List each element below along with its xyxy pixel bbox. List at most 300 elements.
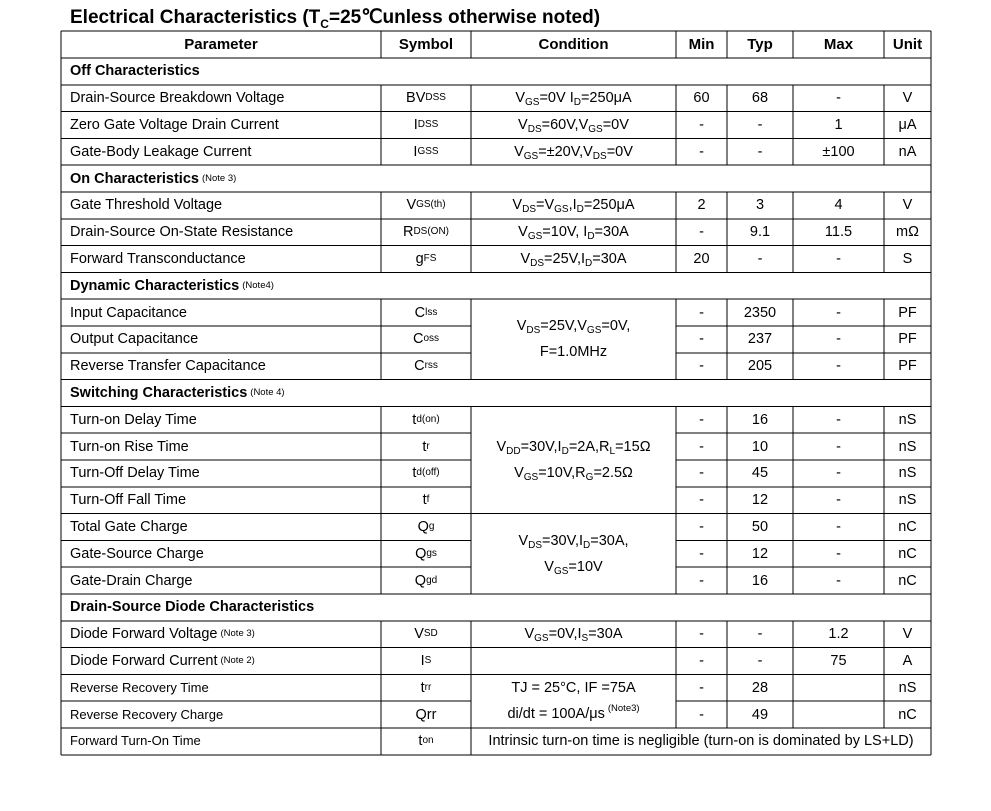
condition-cell xyxy=(471,192,676,219)
typ-value: - xyxy=(757,626,763,643)
min-cell xyxy=(676,138,727,165)
typ-cell xyxy=(727,138,793,165)
unit-cell xyxy=(884,674,931,701)
min-value: - xyxy=(699,572,704,589)
typ-value: - xyxy=(757,250,763,267)
text-fragment: V xyxy=(518,532,529,549)
max-cell xyxy=(793,648,884,675)
parameter-name: Gate-Source Charge xyxy=(70,545,204,562)
typ-cell xyxy=(727,299,793,326)
unit-value: nA xyxy=(898,143,917,160)
condition-cell xyxy=(471,406,676,513)
max-cell xyxy=(793,540,884,567)
symbol-cell: I S xyxy=(420,652,432,669)
max-cell xyxy=(793,326,884,353)
section-heading: Switching Characteristics (Note 4) xyxy=(70,384,285,401)
page-title xyxy=(70,6,600,31)
param-cell xyxy=(61,192,381,219)
min-value: - xyxy=(699,438,704,455)
unit-value: nC xyxy=(898,572,917,589)
max-cell xyxy=(793,85,884,112)
unit-cell xyxy=(884,112,931,139)
typ-value: 12 xyxy=(751,492,769,509)
symbol-cell: C rss xyxy=(414,358,438,375)
typ-value: 49 xyxy=(751,706,769,723)
typ-cell xyxy=(727,219,793,246)
text-fragment: =0V I xyxy=(539,90,574,107)
text-fragment: DS xyxy=(528,539,543,551)
column-header-symbol xyxy=(381,31,471,58)
parameter-name: Turn-on Rise Time xyxy=(70,438,189,455)
text-fragment: V xyxy=(496,438,507,455)
text-fragment: =30V,I xyxy=(520,438,562,455)
text-fragment: F=1.0MHz xyxy=(539,344,608,361)
text-fragment: t xyxy=(422,492,427,509)
max-cell xyxy=(793,138,884,165)
text-fragment: t xyxy=(420,679,425,696)
unit-cell xyxy=(884,621,931,648)
text-fragment: =0V xyxy=(606,143,633,160)
unit-value: nS xyxy=(898,438,917,455)
title-prefix: Electrical Characteristics (T xyxy=(70,7,321,28)
min-value: - xyxy=(699,358,704,375)
param-cell xyxy=(61,299,381,326)
typ-value: 28 xyxy=(751,679,769,696)
typ-cell xyxy=(727,701,793,728)
text-fragment: V xyxy=(518,116,528,133)
min-cell xyxy=(676,460,727,487)
text-fragment: =15Ω xyxy=(615,438,651,455)
unit-cell xyxy=(884,514,931,541)
section-heading: Dynamic Characteristics (Note4) xyxy=(70,277,274,294)
column-header-label: Min xyxy=(688,35,715,53)
column-header-label: Condition xyxy=(538,35,609,53)
condition-line xyxy=(507,701,639,727)
text-fragment: BV xyxy=(406,90,426,107)
condition-line xyxy=(518,528,628,554)
section-heading xyxy=(61,58,931,85)
param-cell xyxy=(61,728,381,755)
parameter-name: Drain-Source On-State Resistance xyxy=(70,224,294,241)
typ-cell xyxy=(727,674,793,701)
title-suffix: =25℃unless otherwise noted) xyxy=(328,7,601,28)
unit-value: S xyxy=(902,250,913,267)
text-fragment: I xyxy=(413,143,418,160)
max-value: - xyxy=(836,572,841,589)
text-fragment: Q xyxy=(417,518,429,535)
typ-cell xyxy=(727,487,793,514)
section-heading xyxy=(61,594,931,621)
section-label: Dynamic Characteristics xyxy=(70,277,240,294)
text-fragment: =0V, xyxy=(601,318,631,335)
condition-line xyxy=(515,85,631,111)
text-fragment: GS xyxy=(525,97,540,109)
max-cell xyxy=(793,567,884,594)
text-fragment: V xyxy=(524,626,535,643)
param-cell xyxy=(61,567,381,594)
min-value: - xyxy=(699,304,704,321)
max-cell xyxy=(793,433,884,460)
min-value: - xyxy=(699,652,704,669)
parameter-name: Forward Transconductance xyxy=(70,250,246,267)
text-fragment: =30A xyxy=(592,250,627,267)
text-fragment: G xyxy=(585,471,594,483)
unit-cell xyxy=(884,487,931,514)
text-fragment: GS xyxy=(527,231,543,243)
text-fragment: GS xyxy=(523,150,539,162)
symbol-cell: C lss xyxy=(414,304,438,321)
text-fragment: I xyxy=(420,652,425,669)
typ-cell xyxy=(727,406,793,433)
unit-cell xyxy=(884,246,931,273)
max-value: - xyxy=(836,465,841,482)
condition-cell xyxy=(471,648,676,675)
text-fragment: V xyxy=(516,318,527,335)
text-fragment: =10V,R xyxy=(538,464,586,481)
text-fragment: GS xyxy=(554,204,569,216)
parameter-name: Reverse Recovery Time xyxy=(70,679,209,695)
min-value: - xyxy=(699,679,704,696)
text-fragment: =0V xyxy=(602,116,629,133)
min-value: - xyxy=(699,143,704,160)
text-fragment: =10V, I xyxy=(542,224,588,241)
text-fragment: TJ = 25°C, IF =75A xyxy=(511,680,636,697)
max-value: - xyxy=(836,331,841,348)
text-fragment: GS xyxy=(588,123,603,135)
param-cell xyxy=(61,138,381,165)
max-cell xyxy=(793,674,884,701)
text-fragment: C xyxy=(414,304,426,321)
min-value: 20 xyxy=(693,250,710,267)
condition-cell-wide xyxy=(471,728,931,755)
text-fragment: V xyxy=(514,143,524,160)
unit-value: nS xyxy=(898,411,917,428)
condition-line xyxy=(517,313,631,339)
min-value: - xyxy=(699,116,704,133)
unit-value: nC xyxy=(898,518,917,535)
column-header-max xyxy=(793,31,884,58)
condition-line xyxy=(544,554,602,580)
text-fragment: Q xyxy=(415,545,427,562)
min-cell xyxy=(676,648,727,675)
text-fragment: R xyxy=(402,224,414,241)
text-fragment: D xyxy=(576,204,584,216)
text-fragment: =30A, xyxy=(590,532,629,549)
typ-cell xyxy=(727,192,793,219)
symbol-cell: t on xyxy=(418,733,434,750)
min-value: - xyxy=(699,706,704,723)
text-fragment: L xyxy=(609,445,616,457)
typ-value: 16 xyxy=(751,411,769,428)
param-cell xyxy=(61,85,381,112)
text-fragment: t xyxy=(418,733,423,750)
text-fragment: V xyxy=(518,224,528,241)
parameter-name: Reverse Recovery Charge xyxy=(70,706,224,722)
min-cell xyxy=(676,406,727,433)
section-label: Switching Characteristics xyxy=(70,384,248,401)
min-cell xyxy=(676,299,727,326)
min-value: - xyxy=(699,518,704,535)
min-cell xyxy=(676,219,727,246)
max-value: 1 xyxy=(834,116,843,133)
typ-value: 9.1 xyxy=(749,224,771,241)
min-cell xyxy=(676,353,727,380)
parameter-name: Output Capacitance xyxy=(70,331,199,348)
text-fragment: C xyxy=(414,358,425,375)
text-fragment: DS xyxy=(522,204,536,216)
param-cell xyxy=(61,433,381,460)
text-fragment: V xyxy=(414,626,424,643)
max-value: - xyxy=(836,90,841,107)
column-header-unit xyxy=(884,31,931,58)
unit-value: V xyxy=(902,626,913,643)
condition-cell xyxy=(471,138,676,165)
text-fragment: D xyxy=(583,539,591,551)
condition-line xyxy=(514,460,633,486)
symbol-cell: V SD xyxy=(414,626,438,643)
text-fragment: V xyxy=(514,464,524,481)
unit-value: nS xyxy=(898,679,917,696)
text-fragment: Qrr xyxy=(415,706,437,723)
unit-value: A xyxy=(902,652,913,669)
text-fragment: DS xyxy=(526,325,541,337)
text-fragment: DD xyxy=(506,445,521,457)
min-value: - xyxy=(699,545,704,562)
text-fragment: =250μA xyxy=(583,197,635,214)
unit-cell xyxy=(884,406,931,433)
condition-cell xyxy=(471,112,676,139)
min-cell xyxy=(676,192,727,219)
text-fragment: ,I xyxy=(568,197,577,214)
max-cell xyxy=(793,406,884,433)
parameter-name: Turn-Off Delay Time xyxy=(70,465,200,482)
typ-value: 68 xyxy=(751,90,769,107)
text-fragment: g xyxy=(415,250,424,267)
unit-cell xyxy=(884,138,931,165)
min-cell xyxy=(676,85,727,112)
symbol-cell: t d(off) xyxy=(412,465,440,482)
typ-cell xyxy=(727,112,793,139)
typ-cell xyxy=(727,246,793,273)
typ-value: 50 xyxy=(751,518,769,535)
condition-line xyxy=(514,139,633,165)
min-cell xyxy=(676,540,727,567)
unit-cell xyxy=(884,85,931,112)
text-fragment: =30V,I xyxy=(542,532,584,549)
typ-value: 3 xyxy=(755,197,765,214)
typ-cell xyxy=(727,85,793,112)
min-value: 2 xyxy=(697,197,706,214)
text-fragment: =0V,I xyxy=(548,626,582,643)
text-fragment: t xyxy=(412,411,417,428)
text-fragment: D xyxy=(561,445,569,457)
parameter-name: Diode Forward Voltage xyxy=(70,626,218,643)
param-cell xyxy=(61,514,381,541)
parameter-name: Reverse Transfer Capacitance xyxy=(70,358,266,375)
symbol-cell: I DSS xyxy=(413,116,439,133)
max-value: ±100 xyxy=(822,143,855,160)
unit-value: mΩ xyxy=(896,224,919,241)
condition-line xyxy=(518,219,629,245)
text-fragment: =10V xyxy=(568,558,603,575)
typ-value: - xyxy=(757,143,763,160)
symbol-cell: Q g xyxy=(417,518,435,535)
parameter-name: Zero Gate Voltage Drain Current xyxy=(70,116,279,133)
text-fragment: =30A xyxy=(594,224,629,241)
condition-cell xyxy=(471,85,676,112)
max-cell xyxy=(793,246,884,273)
min-value: - xyxy=(699,465,704,482)
text-fragment: =25V,V xyxy=(540,318,587,335)
parameter-name: Gate-Body Leakage Current xyxy=(70,143,252,160)
unit-cell xyxy=(884,567,931,594)
max-cell xyxy=(793,112,884,139)
text-fragment: GS xyxy=(586,325,602,337)
symbol-cell: t rr xyxy=(420,679,432,696)
condition-cell xyxy=(471,621,676,648)
unit-value: nS xyxy=(898,465,917,482)
param-cell xyxy=(61,112,381,139)
min-cell xyxy=(676,621,727,648)
min-cell xyxy=(676,487,727,514)
text-fragment: =V xyxy=(536,197,555,214)
param-cell xyxy=(61,353,381,380)
text-fragment: D xyxy=(585,257,593,269)
max-cell xyxy=(793,514,884,541)
text-fragment: t xyxy=(412,465,417,482)
text-fragment: S xyxy=(581,633,589,645)
param-cell xyxy=(61,701,381,728)
text-fragment: GS xyxy=(553,565,569,577)
unit-cell xyxy=(884,701,931,728)
condition-line xyxy=(518,112,629,138)
max-value: - xyxy=(836,438,841,455)
min-value: - xyxy=(699,411,704,428)
parameter-name: Gate Threshold Voltage xyxy=(70,197,223,214)
column-header-typ xyxy=(727,31,793,58)
section-heading: On Characteristics (Note 3) xyxy=(70,170,237,187)
min-cell xyxy=(676,701,727,728)
max-value: - xyxy=(836,358,841,375)
column-header-min xyxy=(676,31,727,58)
title-subscript: C xyxy=(320,16,329,31)
param-cell xyxy=(61,326,381,353)
typ-cell xyxy=(727,353,793,380)
typ-cell xyxy=(727,621,793,648)
min-cell xyxy=(676,674,727,701)
typ-cell xyxy=(727,567,793,594)
symbol-cell: Q gd xyxy=(414,572,438,589)
text-fragment: V xyxy=(544,558,554,575)
typ-cell xyxy=(727,514,793,541)
min-value: - xyxy=(699,626,704,643)
min-value: 60 xyxy=(693,90,710,107)
min-cell xyxy=(676,246,727,273)
typ-value: 16 xyxy=(751,572,769,589)
unit-cell xyxy=(884,326,931,353)
parameter-name: Turn-on Delay Time xyxy=(70,411,197,428)
typ-value: - xyxy=(757,652,763,669)
text-fragment: =±20V,V xyxy=(538,143,593,160)
condition-cell xyxy=(471,246,676,273)
text-fragment: V xyxy=(515,90,526,107)
min-value: - xyxy=(699,492,704,509)
unit-value: V xyxy=(902,197,913,214)
parameter-name: Input Capacitance xyxy=(70,304,187,321)
param-cell xyxy=(61,406,381,433)
unit-value: nC xyxy=(898,706,917,723)
min-cell xyxy=(676,112,727,139)
symbol-cell: BV DSS xyxy=(406,90,446,107)
unit-value: μA xyxy=(898,116,917,133)
typ-cell xyxy=(727,648,793,675)
unit-value: PF xyxy=(898,304,917,321)
max-cell xyxy=(793,353,884,380)
condition-line xyxy=(512,192,634,218)
max-value: 4 xyxy=(834,197,843,214)
param-cell xyxy=(61,246,381,273)
characteristics-table xyxy=(61,31,931,755)
param-cell xyxy=(61,540,381,567)
condition-cell xyxy=(471,674,676,728)
typ-value: 45 xyxy=(751,465,769,482)
param-cell: Diode Forward Current (Note 2) xyxy=(70,652,255,669)
condition-line xyxy=(496,434,650,460)
text-fragment: GS xyxy=(523,471,539,483)
symbol-cell: R DS(ON) xyxy=(402,224,450,241)
unit-cell xyxy=(884,219,931,246)
unit-value: PF xyxy=(898,358,917,375)
condition-cell xyxy=(471,219,676,246)
unit-cell xyxy=(884,460,931,487)
parameter-name: Turn-Off Fall Time xyxy=(70,492,187,509)
min-value: - xyxy=(699,331,704,348)
condition-line xyxy=(540,339,607,365)
section-label: On Characteristics xyxy=(70,170,199,187)
max-cell xyxy=(793,219,884,246)
section-label: Off Characteristics xyxy=(70,63,200,80)
min-cell xyxy=(676,514,727,541)
unit-value: nC xyxy=(898,545,917,562)
condition-line xyxy=(520,246,626,272)
max-cell xyxy=(793,621,884,648)
typ-value: - xyxy=(757,116,763,133)
text-fragment: DS xyxy=(530,257,545,269)
typ-value: 12 xyxy=(751,545,769,562)
param-cell: Diode Forward Voltage (Note 3) xyxy=(70,626,255,643)
min-cell xyxy=(676,567,727,594)
typ-value: 2350 xyxy=(743,304,777,321)
text-fragment: =2A,R xyxy=(568,438,610,455)
condition-line xyxy=(511,675,635,701)
typ-value: 10 xyxy=(751,438,769,455)
param-cell xyxy=(61,460,381,487)
max-value: 1.2 xyxy=(828,626,849,643)
text-fragment: =30A xyxy=(588,626,623,643)
typ-cell xyxy=(727,540,793,567)
typ-cell xyxy=(727,326,793,353)
text-fragment: V xyxy=(520,250,531,267)
column-header-condition xyxy=(471,31,676,58)
unit-cell xyxy=(884,353,931,380)
max-cell xyxy=(793,192,884,219)
column-header-label: Unit xyxy=(892,35,923,53)
text-fragment: I xyxy=(413,116,418,133)
text-fragment: V xyxy=(406,197,417,214)
text-fragment: =60V,V xyxy=(541,116,589,133)
text-fragment: D xyxy=(587,231,595,243)
text-fragment: Q xyxy=(414,572,427,589)
